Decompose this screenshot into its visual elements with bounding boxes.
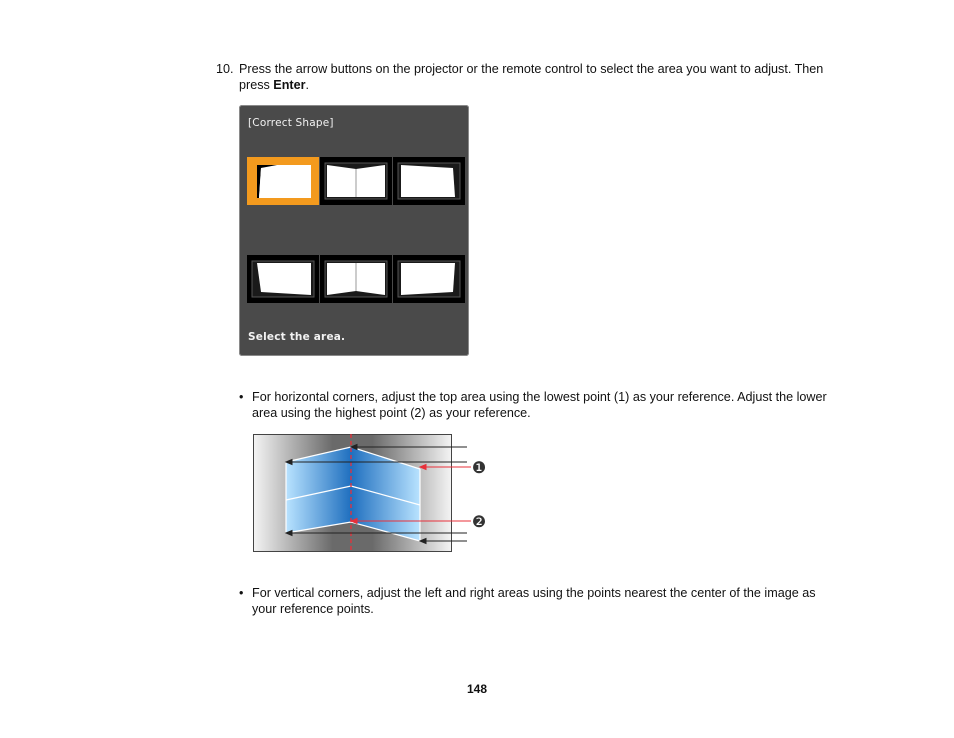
menu-title: [Correct Shape]	[248, 117, 334, 129]
callout-1: ❶	[471, 458, 487, 477]
horizontal-corners-diagram	[253, 434, 491, 552]
bottom-right-corner-icon	[393, 255, 465, 303]
step-number: 10.	[216, 62, 234, 76]
bullet-text: For horizontal corners, adjust the top area using the lowest point (1) as your reference. Adjust the lower area using the highest point (2) as your reference.	[252, 390, 827, 420]
bottom-center-icon	[320, 255, 392, 303]
area-tile-bottom-left[interactable]	[247, 255, 319, 303]
bottom-left-corner-icon	[247, 255, 319, 303]
correct-shape-menu	[239, 105, 469, 356]
bullet-dot: •	[239, 586, 244, 600]
area-tile-top-left[interactable]	[247, 157, 319, 205]
enter-key-label: Enter	[273, 77, 306, 92]
area-tile-bottom-right[interactable]	[393, 255, 465, 303]
area-tile-bottom-center[interactable]	[320, 255, 392, 303]
top-left-corner-icon	[247, 157, 319, 205]
area-tile-top-right[interactable]	[393, 157, 465, 205]
top-right-corner-icon	[393, 157, 465, 205]
page-number: 148	[466, 682, 488, 696]
step-text: Press the arrow buttons on the projector or the remote control to select the area you want to adjust. Then press Enter.	[239, 62, 824, 92]
menu-footer: Select the area.	[248, 331, 346, 343]
bullet-text: For vertical corners, adjust the left and right areas using the points nearest the center of the image as your reference points.	[252, 586, 816, 616]
callout-2: ❷	[471, 512, 487, 531]
area-tile-top-center[interactable]	[320, 157, 392, 205]
top-center-icon	[320, 157, 392, 205]
bullet-dot: •	[239, 390, 244, 404]
